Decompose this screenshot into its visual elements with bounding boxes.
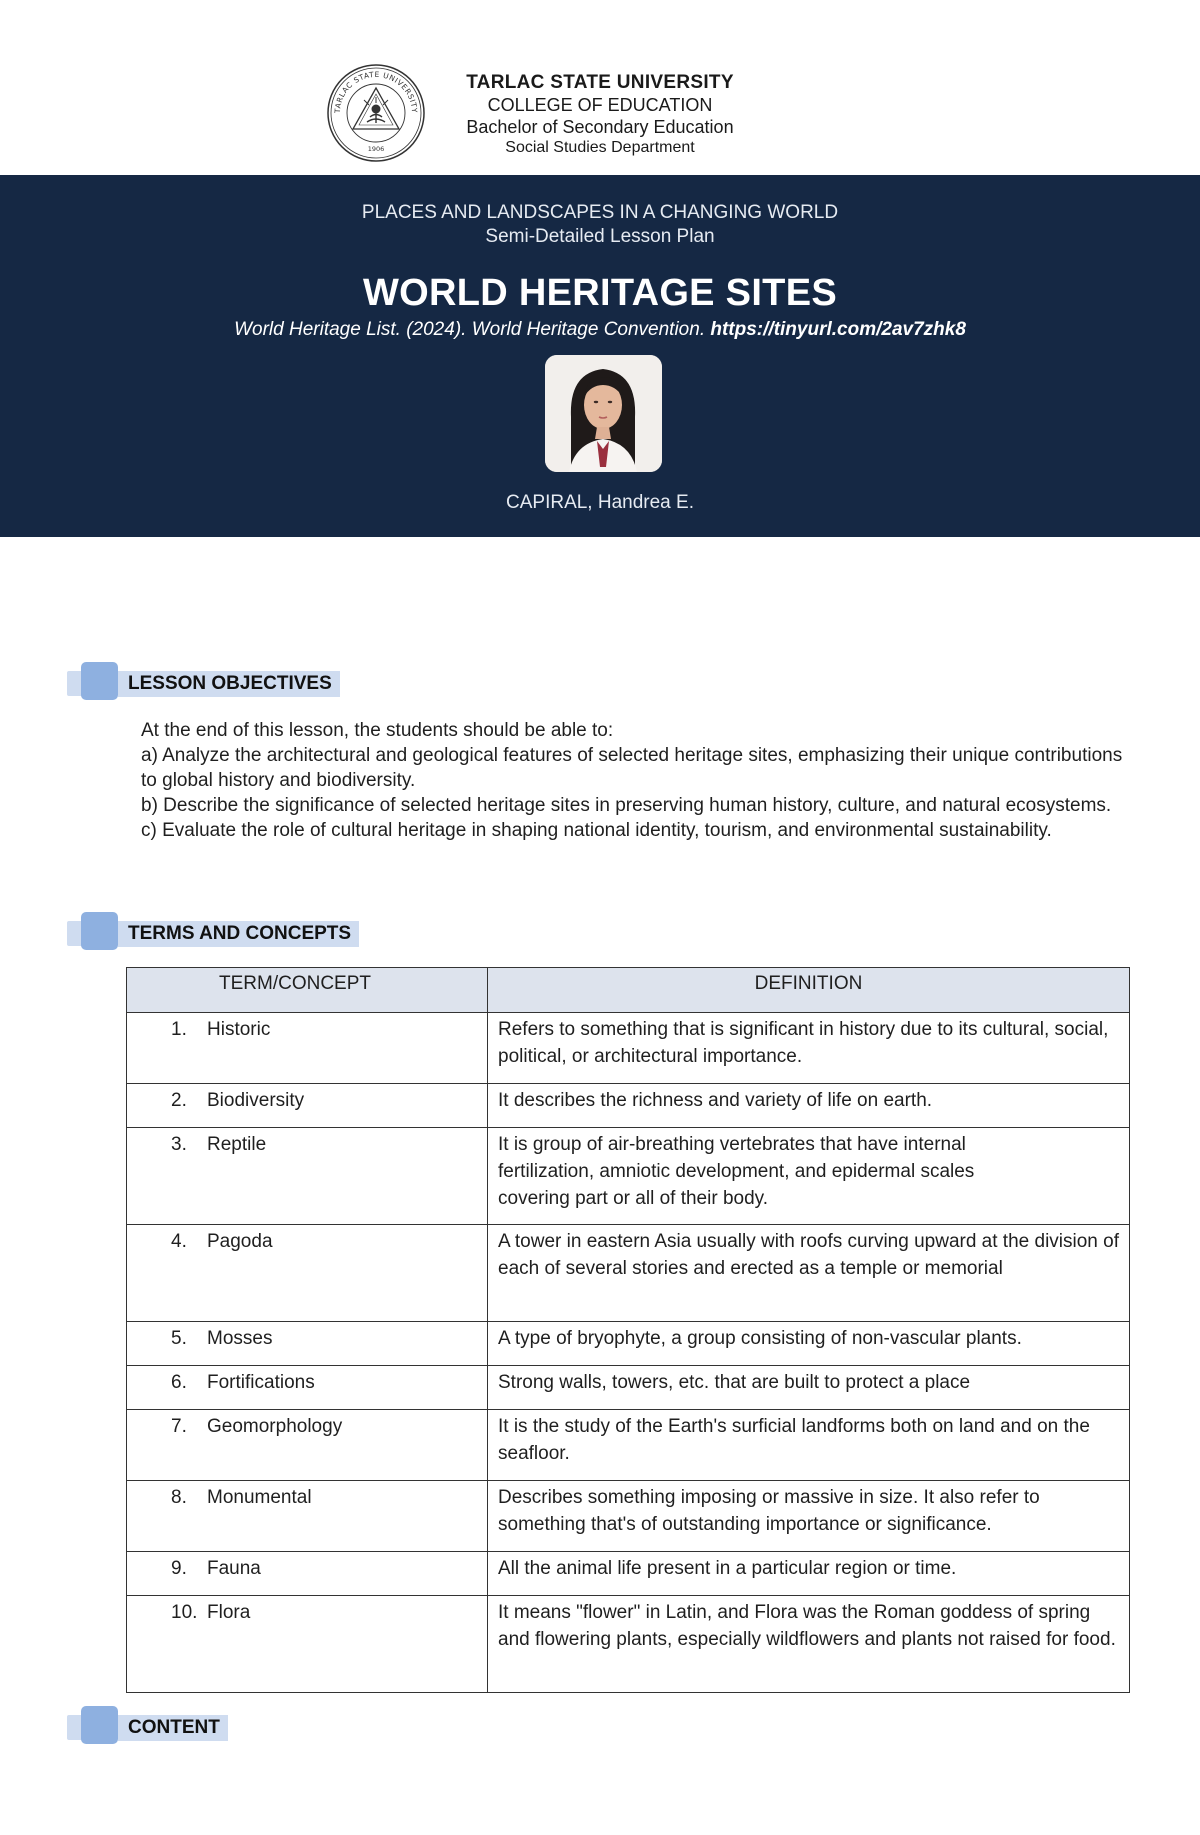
course-title: PLACES AND LANDSCAPES IN A CHANGING WORLD [361,202,839,223]
term-cell [127,1084,488,1128]
term-cell [127,1552,488,1596]
definition-cell: Describes something imposing or massive in size. It also refer to something that's of outstanding importance or significance. [488,1481,1130,1552]
term-name: Fortifications [207,1372,315,1393]
term-cell [127,1322,488,1366]
objective-item: c) Evaluate the role of cultural heritage in shaping national identity, tourism, and environmental sustainability. [141,820,1052,841]
term-name: Biodiversity [207,1090,305,1111]
definition-cell: It is the study of the Earth's surficial landforms both on land and on the seafloor. [488,1410,1130,1481]
university-name: TARLAC STATE UNIVERSITY [466,72,734,93]
college-name: COLLEGE OF EDUCATION [487,95,713,115]
section-square-icon [81,912,118,950]
term-name: Mosses [207,1328,273,1349]
definition-cell: Refers to something that is significant in history due to its cultural, social, political, or architectural importance. [488,1013,1130,1084]
definition-cell: A type of bryophyte, a group consisting of non-vascular plants. [488,1322,1130,1366]
letterhead [0,0,1200,175]
author-photo [545,355,662,472]
reference-text: World Heritage List. (2024). World Heritage Convention. [234,319,706,340]
term-name: Fauna [207,1558,261,1579]
seal-year: 1906 [367,145,385,153]
reference-line [0,318,1200,342]
objective-item: a) Analyze the architectural and geological features of selected heritage sites, emphasizing their unique contributions to global history and biodiversity. [141,745,1123,791]
term-number: 2. [171,1090,187,1111]
definition-cell: Strong walls, towers, etc. that are built to protect a place [488,1366,1130,1410]
table-row [127,1128,1130,1225]
table-row [127,1596,1130,1693]
table-row [127,1481,1130,1552]
term-number: 10. [171,1602,198,1623]
term-cell [127,1596,488,1693]
objectives-intro: At the end of this lesson, the students should be able to: [141,720,614,741]
table-row [127,1084,1130,1128]
author-portrait-icon [545,355,662,472]
column-header-term: TERM/CONCEPT [127,968,488,1013]
section-square-icon [81,662,118,700]
program-name: Bachelor of Secondary Education [466,117,734,137]
definition-cell: A tower in eastern Asia usually with roofs curving upward at the division of each of several stories and erected as a temple or memorial [488,1225,1130,1322]
term-number: 7. [171,1416,187,1437]
term-cell [127,1013,488,1084]
author-name: CAPIRAL, Handrea E. [506,492,694,513]
section-square-icon [81,1706,118,1744]
column-header-definition: DEFINITION [488,968,1130,1013]
term-name: Monumental [207,1487,312,1508]
term-number: 4. [171,1231,187,1252]
section-label: CONTENT [118,1715,228,1741]
term-name: Flora [207,1602,251,1623]
term-cell [127,1410,488,1481]
table-row [127,1013,1130,1084]
term-number: 9. [171,1558,187,1579]
section-label: LESSON OBJECTIVES [118,671,340,697]
term-name: Reptile [207,1134,267,1155]
section-label: TERMS AND CONCEPTS [118,921,359,947]
definition-cell: It describes the richness and variety of life on earth. [488,1084,1130,1128]
term-cell [127,1128,488,1225]
term-cell [127,1366,488,1410]
table-header-row [127,968,1130,1013]
seal-lettering: TARLAC STATE UNIVERSITY [332,69,420,114]
term-cell [127,1225,488,1322]
definition-cell: It means "flower" in Latin, and Flora was the Roman goddess of spring and flowering plants, especially wildflowers and plants not raised for food. [488,1596,1130,1693]
term-name: Pagoda [207,1231,273,1252]
lesson-title: WORLD HERITAGE SITES [363,272,837,314]
objective-item: b) Describe the significance of selected heritage sites in preserving human history, culture, and natural ecosystems. [141,795,1112,816]
term-cell [127,1481,488,1552]
term-number: 6. [171,1372,187,1393]
table-row [127,1366,1130,1410]
definition-cell: It is group of air-breathing vertebrates that have internal fertilization, amniotic development, and epidermal scales covering part or all of their body. [488,1128,1130,1225]
table-row [127,1552,1130,1596]
term-number: 1. [171,1019,187,1040]
terms-table [126,967,1130,1693]
title-banner [0,175,1200,537]
table-row [127,1322,1130,1366]
term-number: 5. [171,1328,187,1349]
letterhead-text [400,72,800,158]
reference-link[interactable]: https://tinyurl.com/2av7zhk8 [710,319,966,340]
table-row [127,1225,1130,1322]
table-row [127,1410,1130,1481]
objectives-block [141,718,1141,843]
definition-cell: All the animal life present in a particular region or time. [488,1552,1130,1596]
term-number: 3. [171,1134,187,1155]
department-name: Social Studies Department [505,139,695,156]
term-number: 8. [171,1487,187,1508]
term-name: Historic [207,1019,271,1040]
plan-type: Semi-Detailed Lesson Plan [485,226,715,247]
term-name: Geomorphology [207,1416,343,1437]
